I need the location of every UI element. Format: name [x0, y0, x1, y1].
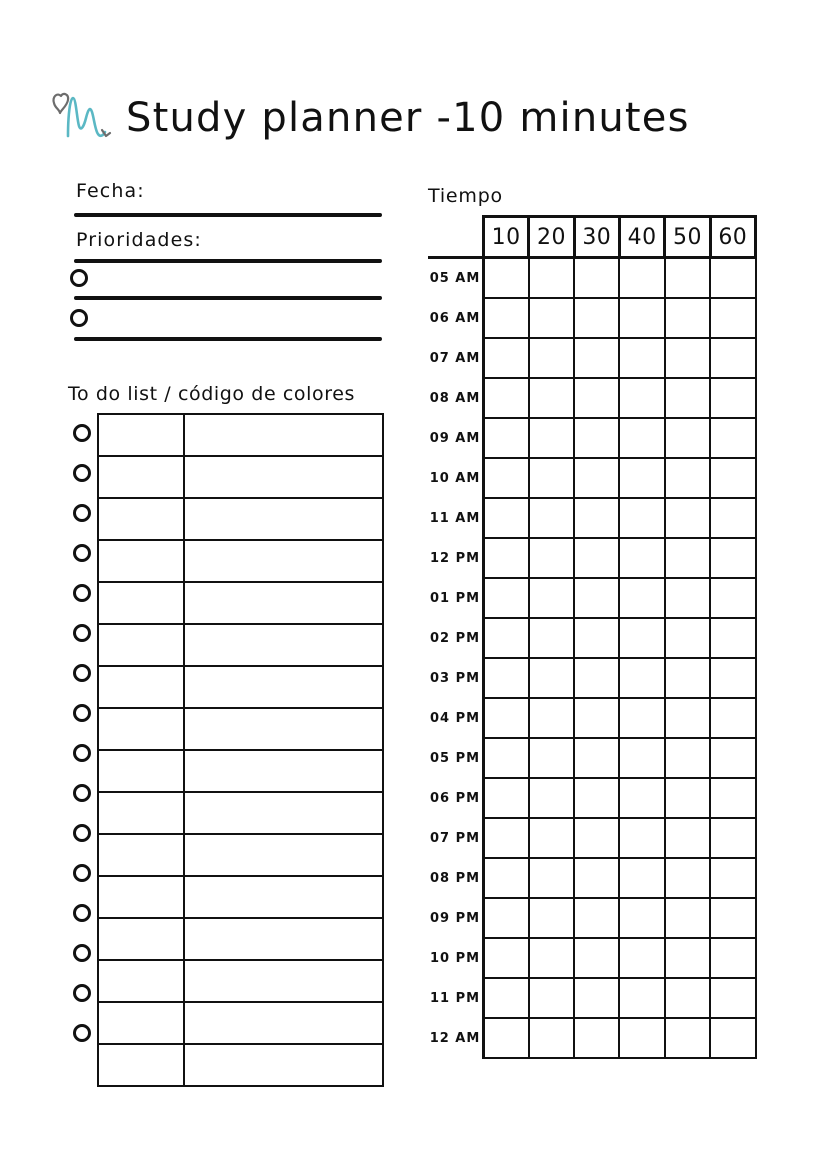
- time-slot-cell[interactable]: [574, 458, 619, 498]
- hour-label-text: 03 PM: [429, 670, 481, 686]
- hour-label: [428, 578, 484, 618]
- time-slot-cell[interactable]: [529, 378, 574, 418]
- time-slot-cell[interactable]: [574, 898, 619, 938]
- time-row: [428, 738, 756, 778]
- time-slot-cell[interactable]: [665, 298, 710, 338]
- hour-label: [428, 298, 484, 338]
- hour-label: [428, 258, 484, 299]
- time-slot-cell[interactable]: [710, 338, 755, 378]
- todo-color-code-cell[interactable]: [98, 834, 184, 876]
- time-slot-cell[interactable]: [665, 578, 710, 618]
- time-slot-cell[interactable]: [574, 658, 619, 698]
- hour-label: [428, 978, 484, 1018]
- time-slot-cell[interactable]: [619, 498, 664, 538]
- todo-checkbox[interactable]: [73, 704, 91, 722]
- time-slot-cell[interactable]: [574, 258, 619, 299]
- todo-row: [98, 960, 383, 1002]
- time-slot-cell[interactable]: [529, 258, 574, 299]
- time-slot-cell[interactable]: [529, 738, 574, 778]
- todo-row: [98, 750, 383, 792]
- time-slot-cell[interactable]: [710, 1018, 755, 1058]
- time-slot-cell[interactable]: [665, 858, 710, 898]
- hour-label: [428, 818, 484, 858]
- time-slot-cell[interactable]: [484, 698, 529, 738]
- todo-checkbox[interactable]: [73, 624, 91, 642]
- time-row: [428, 818, 756, 858]
- hour-label: [428, 498, 484, 538]
- time-slot-cell[interactable]: [710, 938, 755, 978]
- time-slot-cell[interactable]: [484, 498, 529, 538]
- minute-column-header: 60: [710, 217, 755, 258]
- time-slot-cell[interactable]: [529, 338, 574, 378]
- time-row: [428, 938, 756, 978]
- time-slot-cell[interactable]: [710, 418, 755, 458]
- time-slot-cell[interactable]: [665, 738, 710, 778]
- todo-checkbox[interactable]: [73, 904, 91, 922]
- todo-checkbox[interactable]: [73, 504, 91, 522]
- time-slot-cell[interactable]: [574, 818, 619, 858]
- time-slot-cell[interactable]: [574, 698, 619, 738]
- time-slot-cell[interactable]: [484, 298, 529, 338]
- time-slot-cell[interactable]: [710, 498, 755, 538]
- time-slot-cell[interactable]: [484, 258, 529, 299]
- hour-label: [428, 1018, 484, 1058]
- hour-label-text: 08 PM: [429, 870, 481, 886]
- time-slot-cell[interactable]: [665, 538, 710, 578]
- hour-label-text: 09 AM: [429, 430, 481, 446]
- time-slot-cell[interactable]: [529, 498, 574, 538]
- time-slot-cell[interactable]: [710, 698, 755, 738]
- time-row: [428, 338, 756, 378]
- todo-task-cell[interactable]: [184, 582, 383, 624]
- fecha-label: Fecha:: [76, 180, 145, 202]
- time-slot-cell[interactable]: [484, 778, 529, 818]
- todo-task-cell[interactable]: [184, 918, 383, 960]
- time-slot-cell[interactable]: [710, 978, 755, 1018]
- todo-row: [98, 876, 383, 918]
- time-slot-cell[interactable]: [574, 738, 619, 778]
- time-slot-cell[interactable]: [710, 458, 755, 498]
- hour-label-text: 10 AM: [429, 470, 481, 486]
- todo-task-cell[interactable]: [184, 456, 383, 498]
- time-slot-cell[interactable]: [529, 978, 574, 1018]
- time-slot-cell[interactable]: [619, 778, 664, 818]
- todo-checkbox[interactable]: [73, 584, 91, 602]
- todo-row: [98, 540, 383, 582]
- hour-label-text: 06 PM: [429, 790, 481, 806]
- time-row: [428, 418, 756, 458]
- hour-label: [428, 538, 484, 578]
- time-row: [428, 618, 756, 658]
- hour-label-text: 12 PM: [429, 550, 481, 566]
- time-slot-cell[interactable]: [710, 658, 755, 698]
- time-row: [428, 258, 756, 299]
- todo-color-code-cell[interactable]: [98, 918, 184, 960]
- todo-color-code-cell[interactable]: [98, 1002, 184, 1044]
- hour-label-text: 11 PM: [429, 990, 481, 1006]
- prioridades-label: Prioridades:: [76, 229, 202, 251]
- time-slot-cell[interactable]: [484, 978, 529, 1018]
- time-slot-cell[interactable]: [619, 378, 664, 418]
- todo-task-cell[interactable]: [184, 792, 383, 834]
- minute-column-header: 30: [574, 217, 619, 258]
- todo-task-cell[interactable]: [184, 876, 383, 918]
- time-row: [428, 858, 756, 898]
- time-slot-cell[interactable]: [665, 378, 710, 418]
- time-row: [428, 778, 756, 818]
- time-row: [428, 498, 756, 538]
- time-row: [428, 458, 756, 498]
- time-slot-cell[interactable]: [665, 618, 710, 658]
- time-slot-cell[interactable]: [619, 418, 664, 458]
- time-slot-cell[interactable]: [574, 578, 619, 618]
- time-slot-cell[interactable]: [665, 458, 710, 498]
- todo-task-cell[interactable]: [184, 498, 383, 540]
- time-slot-cell[interactable]: [529, 658, 574, 698]
- todo-task-cell[interactable]: [184, 1044, 383, 1086]
- time-slot-cell[interactable]: [484, 1018, 529, 1058]
- hour-label-text: 09 PM: [429, 910, 481, 926]
- time-slot-cell[interactable]: [484, 578, 529, 618]
- todo-color-code-cell[interactable]: [98, 624, 184, 666]
- todo-list-table: [97, 413, 384, 1087]
- todo-list-label: To do list / código de colores: [68, 383, 356, 405]
- time-slot-cell[interactable]: [710, 258, 755, 299]
- hour-label: [428, 938, 484, 978]
- time-slot-cell[interactable]: [710, 778, 755, 818]
- time-header-corner: [428, 217, 484, 258]
- time-slot-cell[interactable]: [484, 538, 529, 578]
- time-slot-cell[interactable]: [619, 738, 664, 778]
- time-row: [428, 538, 756, 578]
- todo-task-cell[interactable]: [184, 834, 383, 876]
- todo-checkbox[interactable]: [73, 464, 91, 482]
- todo-color-code-cell[interactable]: [98, 456, 184, 498]
- todo-row: [98, 666, 383, 708]
- hour-label: [428, 658, 484, 698]
- todo-checkbox[interactable]: [73, 784, 91, 802]
- time-slot-cell[interactable]: [484, 618, 529, 658]
- time-slot-cell[interactable]: [574, 978, 619, 1018]
- hour-label: [428, 458, 484, 498]
- time-slot-cell[interactable]: [529, 778, 574, 818]
- time-slot-cell[interactable]: [619, 858, 664, 898]
- todo-checkbox[interactable]: [73, 744, 91, 762]
- todo-checkbox[interactable]: [73, 664, 91, 682]
- time-slot-cell[interactable]: [529, 938, 574, 978]
- time-row: [428, 698, 756, 738]
- priority-line-2[interactable]: [74, 337, 382, 341]
- prioridades-underline: [74, 259, 382, 263]
- tiempo-label: Tiempo: [428, 185, 503, 207]
- todo-task-cell[interactable]: [184, 666, 383, 708]
- time-slot-cell[interactable]: [710, 298, 755, 338]
- time-slot-cell[interactable]: [484, 818, 529, 858]
- time-slot-cell[interactable]: [484, 458, 529, 498]
- hour-label: [428, 618, 484, 658]
- hour-label-text: 01 PM: [429, 590, 481, 606]
- time-row: [428, 898, 756, 938]
- priority-checkbox-2[interactable]: [70, 309, 88, 327]
- time-slot-cell[interactable]: [529, 1018, 574, 1058]
- hour-label-text: 06 AM: [429, 310, 481, 326]
- time-slot-cell[interactable]: [529, 898, 574, 938]
- time-slot-cell[interactable]: [665, 698, 710, 738]
- time-slot-cell[interactable]: [665, 898, 710, 938]
- heartbeat-squiggle-icon: [48, 86, 122, 148]
- todo-row: [98, 582, 383, 624]
- time-schedule-table: [428, 215, 757, 1059]
- time-slot-cell[interactable]: [665, 778, 710, 818]
- todo-row: [98, 456, 383, 498]
- time-slot-cell[interactable]: [529, 298, 574, 338]
- time-slot-cell[interactable]: [665, 498, 710, 538]
- time-slot-cell[interactable]: [574, 498, 619, 538]
- time-slot-cell[interactable]: [619, 538, 664, 578]
- page-title: Study planner -10 minutes: [126, 95, 690, 141]
- todo-row: [98, 834, 383, 876]
- todo-row: [98, 498, 383, 540]
- time-slot-cell[interactable]: [665, 658, 710, 698]
- hour-label-text: 11 AM: [429, 510, 481, 526]
- time-slot-cell[interactable]: [484, 658, 529, 698]
- time-slot-cell[interactable]: [529, 418, 574, 458]
- time-slot-cell[interactable]: [484, 738, 529, 778]
- time-slot-cell[interactable]: [529, 578, 574, 618]
- time-slot-cell[interactable]: [484, 898, 529, 938]
- todo-task-cell[interactable]: [184, 540, 383, 582]
- time-slot-cell[interactable]: [665, 818, 710, 858]
- todo-color-code-cell[interactable]: [98, 498, 184, 540]
- time-slot-cell[interactable]: [529, 458, 574, 498]
- hour-label-text: 04 PM: [429, 710, 481, 726]
- todo-checkbox[interactable]: [73, 544, 91, 562]
- hour-label-text: 02 PM: [429, 630, 481, 646]
- todo-checkbox[interactable]: [73, 864, 91, 882]
- todo-checkbox[interactable]: [73, 984, 91, 1002]
- time-slot-cell[interactable]: [710, 538, 755, 578]
- hour-label: [428, 698, 484, 738]
- todo-table-body: [98, 414, 383, 1086]
- time-slot-cell[interactable]: [529, 818, 574, 858]
- todo-row: [98, 1002, 383, 1044]
- hour-label-text: 12 AM: [429, 1030, 481, 1046]
- time-slot-cell[interactable]: [574, 778, 619, 818]
- time-slot-cell[interactable]: [619, 898, 664, 938]
- time-slot-cell[interactable]: [619, 658, 664, 698]
- hour-label: [428, 898, 484, 938]
- time-slot-cell[interactable]: [710, 818, 755, 858]
- time-slot-cell[interactable]: [665, 1018, 710, 1058]
- minute-column-header: 20: [529, 217, 574, 258]
- time-slot-cell[interactable]: [665, 938, 710, 978]
- hour-label: [428, 418, 484, 458]
- hour-label: [428, 378, 484, 418]
- time-slot-cell[interactable]: [574, 418, 619, 458]
- hour-label-text: 08 AM: [429, 390, 481, 406]
- priority-line-1[interactable]: [74, 296, 382, 300]
- hour-label-text: 10 PM: [429, 950, 481, 966]
- time-slot-cell[interactable]: [665, 978, 710, 1018]
- time-slot-cell[interactable]: [619, 698, 664, 738]
- time-slot-cell[interactable]: [529, 698, 574, 738]
- time-slot-cell[interactable]: [574, 298, 619, 338]
- todo-checkbox[interactable]: [73, 824, 91, 842]
- time-slot-cell[interactable]: [710, 378, 755, 418]
- time-slot-cell[interactable]: [619, 298, 664, 338]
- time-slot-cell[interactable]: [619, 978, 664, 1018]
- time-slot-cell[interactable]: [574, 338, 619, 378]
- time-slot-cell[interactable]: [574, 378, 619, 418]
- todo-checkbox[interactable]: [73, 944, 91, 962]
- time-row: [428, 378, 756, 418]
- time-table-head: [428, 217, 756, 258]
- time-slot-cell[interactable]: [619, 338, 664, 378]
- time-slot-cell[interactable]: [529, 538, 574, 578]
- time-slot-cell[interactable]: [710, 738, 755, 778]
- minute-column-header: 50: [665, 217, 710, 258]
- time-slot-cell[interactable]: [619, 458, 664, 498]
- todo-row: [98, 414, 383, 456]
- time-table-header-row: [428, 217, 756, 258]
- time-table-body: [428, 258, 756, 1059]
- todo-color-code-cell[interactable]: [98, 876, 184, 918]
- page-title-row: [48, 86, 690, 148]
- time-slot-cell[interactable]: [619, 258, 664, 299]
- time-row: [428, 1018, 756, 1058]
- todo-color-code-cell[interactable]: [98, 540, 184, 582]
- hour-label: [428, 738, 484, 778]
- time-slot-cell[interactable]: [710, 858, 755, 898]
- todo-color-code-cell[interactable]: [98, 792, 184, 834]
- time-slot-cell[interactable]: [484, 418, 529, 458]
- time-slot-cell[interactable]: [619, 578, 664, 618]
- time-row: [428, 658, 756, 698]
- hour-label-text: 07 PM: [429, 830, 481, 846]
- time-slot-cell[interactable]: [665, 258, 710, 299]
- time-slot-cell[interactable]: [619, 938, 664, 978]
- todo-color-code-cell[interactable]: [98, 708, 184, 750]
- todo-color-code-cell[interactable]: [98, 750, 184, 792]
- hour-label: [428, 858, 484, 898]
- todo-task-cell[interactable]: [184, 1002, 383, 1044]
- todo-row: [98, 624, 383, 666]
- todo-task-cell[interactable]: [184, 414, 383, 456]
- time-slot-cell[interactable]: [710, 898, 755, 938]
- time-slot-cell[interactable]: [574, 938, 619, 978]
- time-slot-cell[interactable]: [665, 338, 710, 378]
- hour-label-text: 05 PM: [429, 750, 481, 766]
- time-slot-cell[interactable]: [529, 618, 574, 658]
- todo-color-code-cell[interactable]: [98, 666, 184, 708]
- time-slot-cell[interactable]: [710, 618, 755, 658]
- todo-checkbox[interactable]: [73, 1024, 91, 1042]
- minute-column-header: 40: [619, 217, 664, 258]
- time-slot-cell[interactable]: [619, 1018, 664, 1058]
- todo-task-cell[interactable]: [184, 624, 383, 666]
- hour-label-text: 07 AM: [429, 350, 481, 366]
- todo-task-cell[interactable]: [184, 750, 383, 792]
- todo-color-code-cell[interactable]: [98, 414, 184, 456]
- todo-row: [98, 792, 383, 834]
- hour-label: [428, 778, 484, 818]
- time-slot-cell[interactable]: [665, 418, 710, 458]
- time-slot-cell[interactable]: [484, 858, 529, 898]
- time-slot-cell[interactable]: [529, 858, 574, 898]
- todo-checkbox[interactable]: [73, 424, 91, 442]
- todo-row: [98, 1044, 383, 1086]
- todo-color-code-cell[interactable]: [98, 960, 184, 1002]
- time-slot-cell[interactable]: [574, 618, 619, 658]
- todo-row: [98, 918, 383, 960]
- hour-label-text: 05 AM: [429, 271, 481, 286]
- time-row: [428, 298, 756, 338]
- priority-checkbox-1[interactable]: [70, 269, 88, 287]
- time-slot-cell[interactable]: [574, 858, 619, 898]
- time-slot-cell[interactable]: [484, 938, 529, 978]
- todo-color-code-cell[interactable]: [98, 1044, 184, 1086]
- time-slot-cell[interactable]: [574, 1018, 619, 1058]
- fecha-input-line[interactable]: [74, 213, 382, 217]
- time-slot-cell[interactable]: [484, 338, 529, 378]
- todo-task-cell[interactable]: [184, 960, 383, 1002]
- time-row: [428, 978, 756, 1018]
- time-slot-cell[interactable]: [619, 818, 664, 858]
- minute-column-header: 10: [484, 217, 529, 258]
- hour-label: [428, 338, 484, 378]
- todo-color-code-cell[interactable]: [98, 582, 184, 624]
- time-slot-cell[interactable]: [619, 618, 664, 658]
- time-slot-cell[interactable]: [484, 378, 529, 418]
- time-slot-cell[interactable]: [574, 538, 619, 578]
- time-slot-cell[interactable]: [710, 578, 755, 618]
- todo-row: [98, 708, 383, 750]
- time-row: [428, 578, 756, 618]
- todo-task-cell[interactable]: [184, 708, 383, 750]
